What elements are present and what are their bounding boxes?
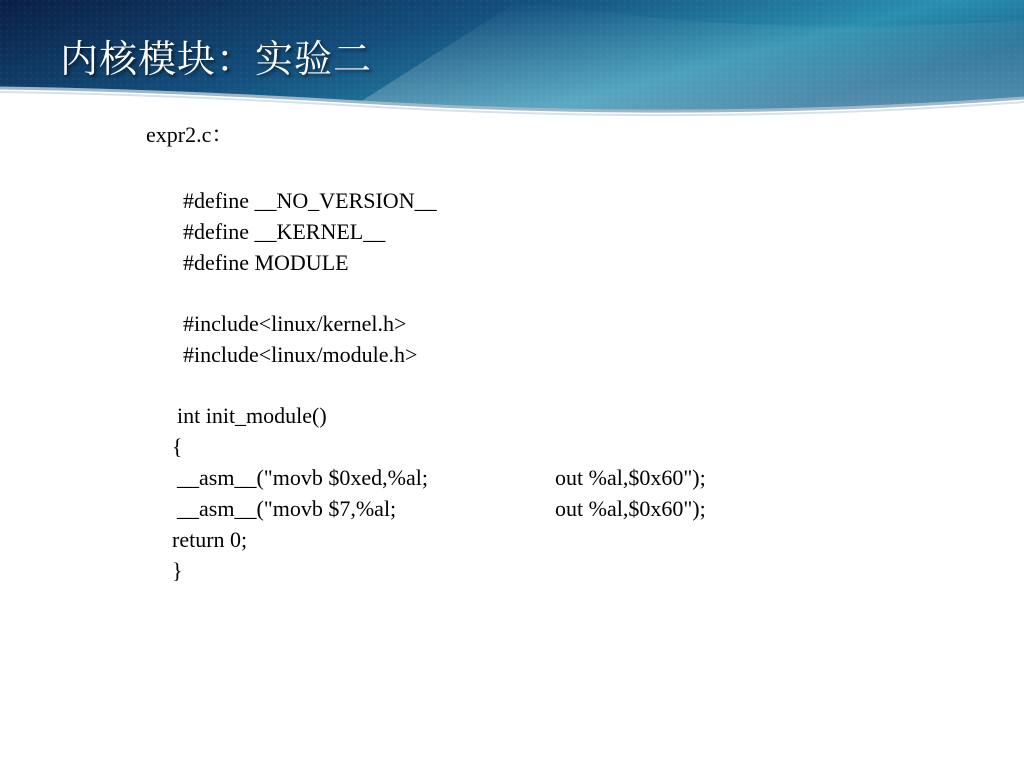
filename-label: expr2.c： [146,122,234,147]
asm-output: out %al,$0x60"); [555,465,706,490]
include-line: #include<linux/kernel.h> [183,311,407,336]
close-brace: } [172,558,183,583]
function-signature: int init_module() [177,403,327,428]
slide-title: 内核模块：实验二 [60,37,373,81]
open-brace: { [172,434,183,459]
asm-instruction: __asm__("movb $7,%al; [177,496,397,521]
define-line: #define __NO_VERSION__ [183,188,437,213]
define-line: #define __KERNEL__ [183,219,386,244]
define-line: #define MODULE [183,250,349,275]
include-line: #include<linux/module.h> [183,342,418,367]
asm-instruction: __asm__("movb $0xed,%al; [177,465,428,490]
return-statement: return 0; [172,527,248,552]
asm-output: out %al,$0x60"); [555,496,706,521]
